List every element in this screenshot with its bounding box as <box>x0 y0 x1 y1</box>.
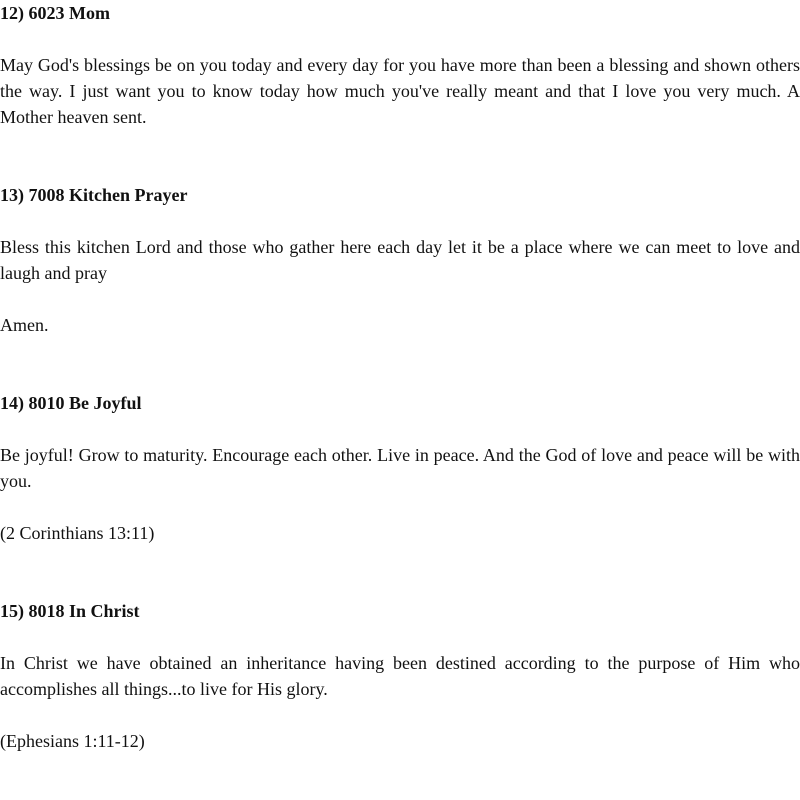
entry-be-joyful <box>0 390 800 546</box>
entry-title: 14) 8010 Be Joyful <box>0 393 142 413</box>
entry-mom <box>0 0 800 130</box>
entry-kitchen-prayer <box>0 182 800 338</box>
entry-paragraph: Bless this kitchen Lord and those who gather here each day let it be a place where we can meet to love and laugh and pray <box>0 237 800 283</box>
entry-closing: Amen. <box>0 315 49 335</box>
entry-paragraph: Be joyful! Grow to maturity. Encourage each other. Live in peace. And the God of love and peace will be with you. <box>0 445 800 491</box>
entry-title: 13) 7008 Kitchen Prayer <box>0 185 188 205</box>
entry-paragraph: In Christ we have obtained an inheritance having been destined according to the purpose of Him who accomplishes all things...to live for His glory. <box>0 653 800 699</box>
entry-scripture-reference: (2 Corinthians 13:11) <box>0 523 155 543</box>
entry-title: 15) 8018 In Christ <box>0 601 140 621</box>
entry-in-christ <box>0 598 800 754</box>
entry-paragraph: May God's blessings be on you today and every day for you have more than been a blessing and shown others the way. I just want you to know today how much you've really meant and that I love you very much. A Mother heaven sent. <box>0 55 800 127</box>
entry-scripture-reference: (Ephesians 1:11-12) <box>0 731 145 751</box>
entry-title: 12) 6023 Mom <box>0 3 110 23</box>
